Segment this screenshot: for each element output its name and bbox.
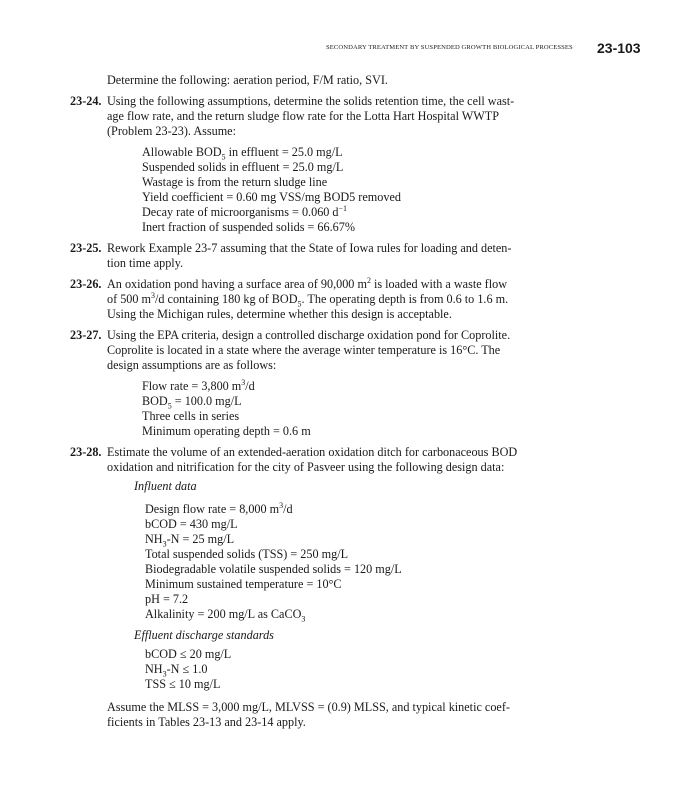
- p28-ph: pH = 7.2: [145, 592, 189, 606]
- p27-depth: Minimum operating depth = 0.6 m: [142, 424, 311, 438]
- effluent-heading: Effluent discharge standards: [134, 628, 274, 642]
- p28-line-2: oxidation and nitrification for the city of Pasveer using the following design data:: [107, 460, 505, 474]
- problem-number-23-27: 23-27.: [70, 328, 102, 342]
- problem-number-23-25: 23-25.: [70, 241, 102, 255]
- p27-bod: $BOD_5 = 100.0$ mg/L: [142, 394, 242, 411]
- problem-number-23-26: 23-26.: [70, 277, 102, 291]
- p24-line-1: Using the following assumptions, determine the solids retention time, the cell wast-: [107, 94, 515, 108]
- p27-flow-rate: Flow rate = 3,800 $m^3/d$: [142, 377, 255, 393]
- p28-effluent-tss: TSS ≤ 10 mg/L: [145, 677, 221, 691]
- p28-nh3: $NH_3-N = 25$ mg/L: [145, 532, 235, 549]
- p28-closing-2: ficients in Tables 23-13 and 23-14 apply.: [107, 715, 306, 729]
- intro-line: Determine the following: aeration period, F/M ratio, SVI.: [107, 73, 388, 87]
- p28-line-1: Estimate the volume of an extended-aeration oxidation ditch for carbonaceous BOD: [107, 445, 518, 459]
- p27-cells: Three cells in series: [142, 409, 240, 423]
- p26-line-1: An oxidation pond having a surface area of 90,000 $m^2$ is loaded with a waste flow: [107, 275, 507, 291]
- p28-closing-1: Assume the MLSS = 3,000 mg/L, MLVSS = (0.9) MLSS, and typical kinetic coef-: [107, 700, 510, 714]
- p28-alkalinity: Alkalinity = 200 mg/L as CaCO$_3$: [145, 607, 306, 624]
- p25-line-1: Rework Example 23-7 assuming that the State of Iowa rules for loading and deten-: [107, 241, 512, 255]
- p24-assumption-ss: Suspended solids in effluent = 25.0 mg/L: [142, 160, 344, 174]
- problem-number-23-28: 23-28.: [70, 445, 102, 459]
- p26-line-2: of 500 $m^3/d$ containing 180 kg of $BOD_5$. The operating depth is from 0.6 to 1.6 m.: [107, 290, 509, 309]
- p26-line-3: Using the Michigan rules, determine whether this design is acceptable.: [107, 307, 452, 321]
- p24-assumption-wastage: Wastage is from the return sludge line: [142, 175, 328, 189]
- p28-tss: Total suspended solids (TSS) = 250 mg/L: [145, 547, 349, 561]
- p25-line-2: tion time apply.: [107, 256, 184, 270]
- page-number: 23-103: [597, 40, 641, 56]
- p28-effluent-bcod: bCOD ≤ 20 mg/L: [145, 647, 232, 661]
- p27-line-2: Coprolite is located in a state where the average winter temperature is 16°C. The: [107, 343, 501, 357]
- problem-number-23-24: 23-24.: [70, 94, 102, 108]
- influent-heading: Influent data: [134, 479, 197, 493]
- p24-assumption-inert: Inert fraction of suspended solids = 66.67%: [142, 220, 356, 234]
- p24-line-2: age flow rate, and the return sludge flow rate for the Lotta Hart Hospital WWTP: [107, 109, 500, 123]
- p28-effluent-nh3: $NH_3-N \le 1.0$: [145, 662, 208, 679]
- p24-line-3: (Problem 23-23). Assume:: [107, 124, 236, 138]
- p28-bcod: bCOD = 430 mg/L: [145, 517, 238, 531]
- p28-flow-rate: Design flow rate = 8,000 $m^3/d$: [145, 500, 293, 516]
- p28-bvss: Biodegradable volatile suspended solids = 120 mg/L: [145, 562, 402, 576]
- p28-temperature: Minimum sustained temperature = 10°C: [145, 577, 342, 591]
- p24-assumption-yield: Yield coefficient = 0.60 mg VSS/mg BOD5 removed: [142, 190, 401, 204]
- p24-assumption-bod: Allowable $BOD_5$ in effluent = 25.0 mg/L: [142, 145, 343, 162]
- p27-line-3: design assumptions are as follows:: [107, 358, 277, 372]
- p27-line-1: Using the EPA criteria, design a controlled discharge oxidation pond for Coprolite.: [107, 328, 511, 342]
- running-title: SECONDARY TREATMENT BY SUSPENDED GROWTH BIOLOGICAL PROCESSES: [326, 44, 573, 51]
- p24-assumption-decay: Decay rate of microorganisms = 0.060 $d^{-1}$: [142, 203, 348, 219]
